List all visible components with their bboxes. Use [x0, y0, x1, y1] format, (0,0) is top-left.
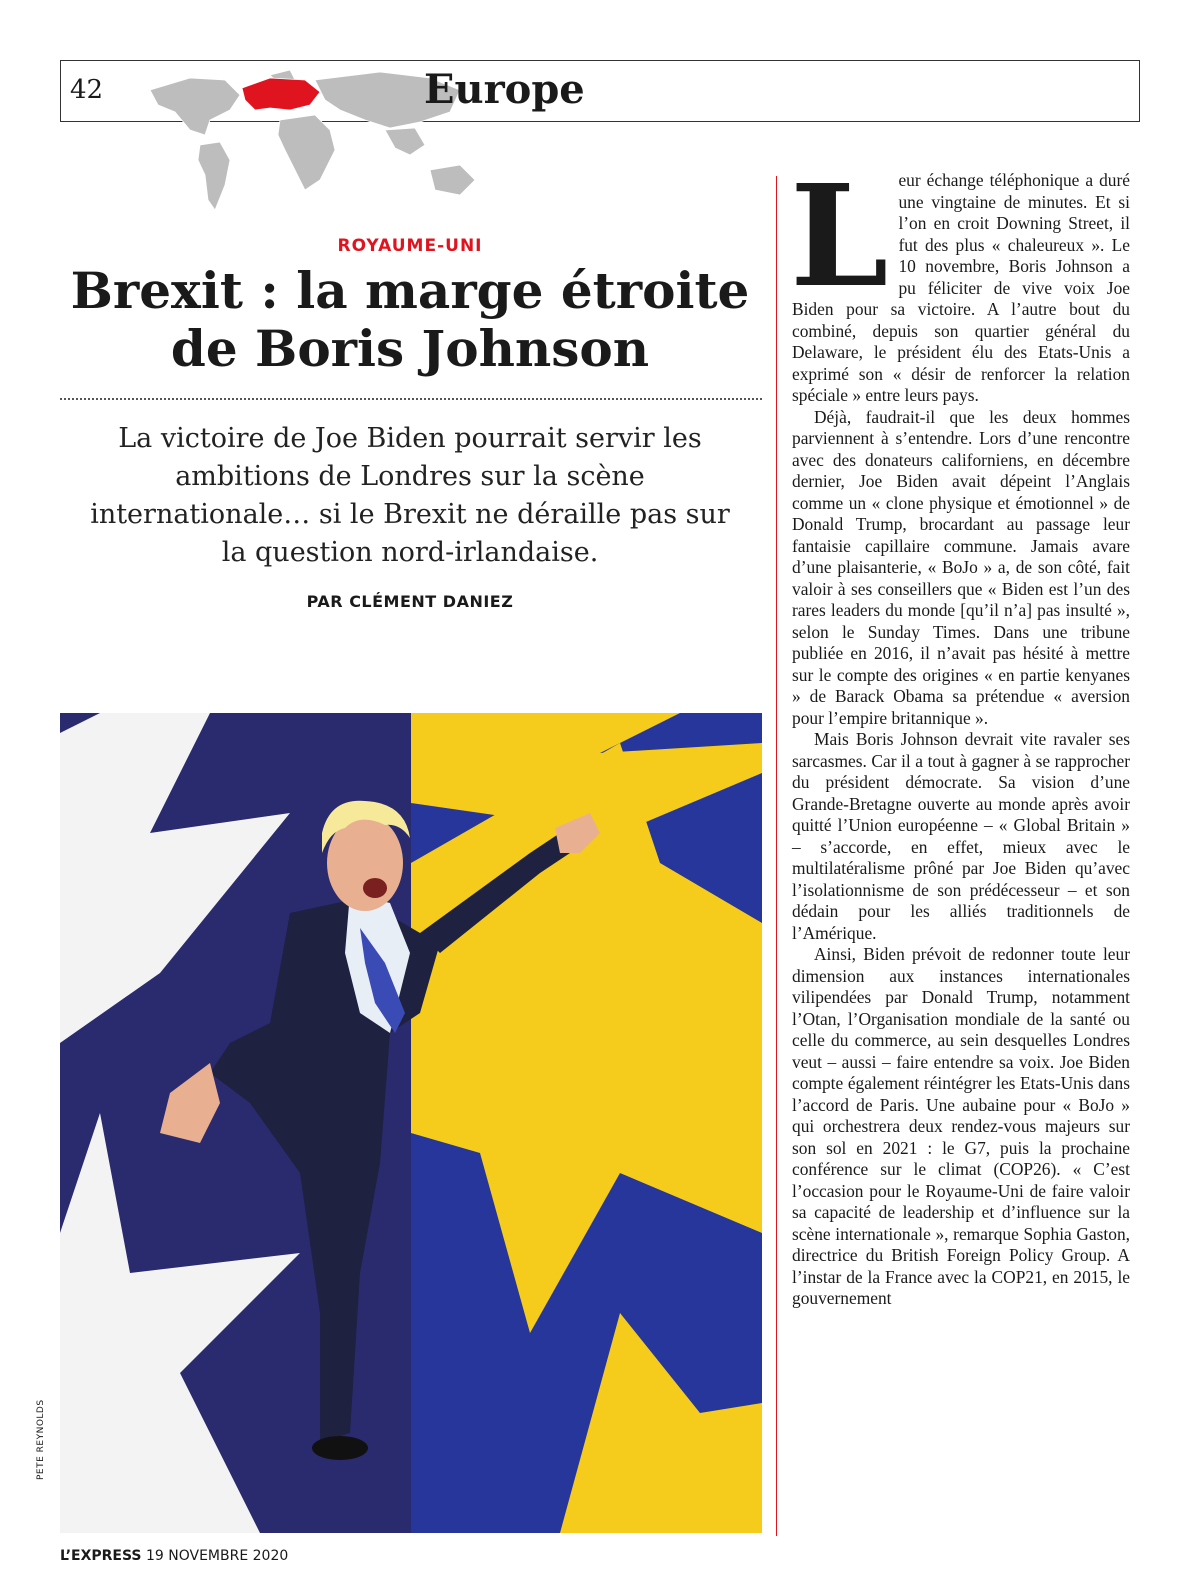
europe-highlight-icon: [242, 78, 320, 110]
kicker: ROYAUME-UNI: [337, 236, 483, 256]
paragraph-1: [790, 155, 1130, 407]
standfirst: La victoire de Joe Biden pourrait servir les ambitions de Londres sur la scène internationale… si le Brexit ne déraille pas sur la question nord-irlandaise.: [90, 423, 730, 568]
article-body: [790, 155, 1130, 1310]
illustration: [60, 713, 762, 1533]
footer: [60, 1548, 288, 1564]
footer-date: 19 NOVEMBRE 2020: [145, 1548, 289, 1564]
column-rule: [776, 176, 777, 1536]
dotted-divider: [60, 398, 762, 400]
drop-cap: L: [790, 155, 889, 319]
headline-line-1: Brexit : la marge étroite: [70, 261, 750, 320]
paragraph-1-text: eur échange téléphonique a duré une vingtaine de minutes. Et si l’on en croit Downing Street, il fut des plus « chaleureux ». Le 10 novembre, Boris Johnson a pu féliciter de vive voix Joe Biden pour sa victoire. A l’autre bout du combiné, depuis son quartier général du Delaware, le président élu des Etats-Unis a exprimé son « désir de renforcer la relation spéciale » entre leurs pays.: [792, 170, 1130, 405]
byline: PAR CLÉMENT DANIEZ: [306, 592, 514, 611]
section-title: Europe: [424, 66, 585, 113]
footer-brand: L’EXPRESS: [60, 1548, 142, 1564]
headline: [60, 262, 760, 378]
paragraph-2: Déjà, faudrait-il que les deux hommes parviennent à s’entendre. Lors d’une rencontre avec des donateurs californiens, en décembre dernier, Joe Biden avait dépeint l’Anglais comme un « clone physique et émotionnel » de Donald Trump, brocardant au passage leur fantaisie capillaire commune. Jamais avare d’une plaisanterie, « BoJo » a, de son côté, fait valoir à ses conseillers que « Biden est l’un des rares leaders du monde [qu’il n’a] pas insulté », selon le Sunday Times. Dans une tribune publiée en 2016, il n’avait pas hésité à mettre sur le compte des origines « en partie kenyanes » de Barack Obama sa prétendue « aversion pour l’empire britannique ».: [792, 406, 1130, 728]
photo-credit: PETE REYNOLDS: [36, 1399, 46, 1480]
paragraph-4: Ainsi, Biden prévoit de redonner toute leur dimension aux instances internationales vilipendées par Donald Trump, notamment l’Otan, l’Organisation mondiale de la santé ou celle du commerce, au sein desquelles Londres veut – aussi – faire entendre sa voix. Joe Biden compte également réintégrer les Etats-Unis dans l’accord de Paris. Une aubaine pour « BoJo » qui orchestrera deux rendez-vous majeurs sur son sol en 2021 : le G7, puis la prochaine conférence sur le climat (COP26). « C’est l’occasion pour le Royaume-Uni de faire valoir sa capacité de leadership et d’influence sur la scène internationale », remarque Sophia Gaston, directrice du British Foreign Policy Group. A l’instar de la France avec la COP21, en 2015, le gouvernement: [792, 944, 1130, 1308]
page-number: 42: [70, 75, 104, 105]
paragraph-3: Mais Boris Johnson devrait vite ravaler ses sarcasmes. Car il a tout à gagner à se rapprocher du président démocrate. Sa vision d’une Grande-Bretagne ouverte au monde après avoir quitté l’Union européenne – « Global Britain » – s’accorde, en effet, mieux avec le multilatéralisme prôné par Joe Biden qu’avec l’isolationnisme de son prédécesseur – et son dédain pour les alliés traditionnels de l’Amérique.: [792, 729, 1130, 943]
headline-line-2: de Boris Johnson: [170, 319, 650, 378]
